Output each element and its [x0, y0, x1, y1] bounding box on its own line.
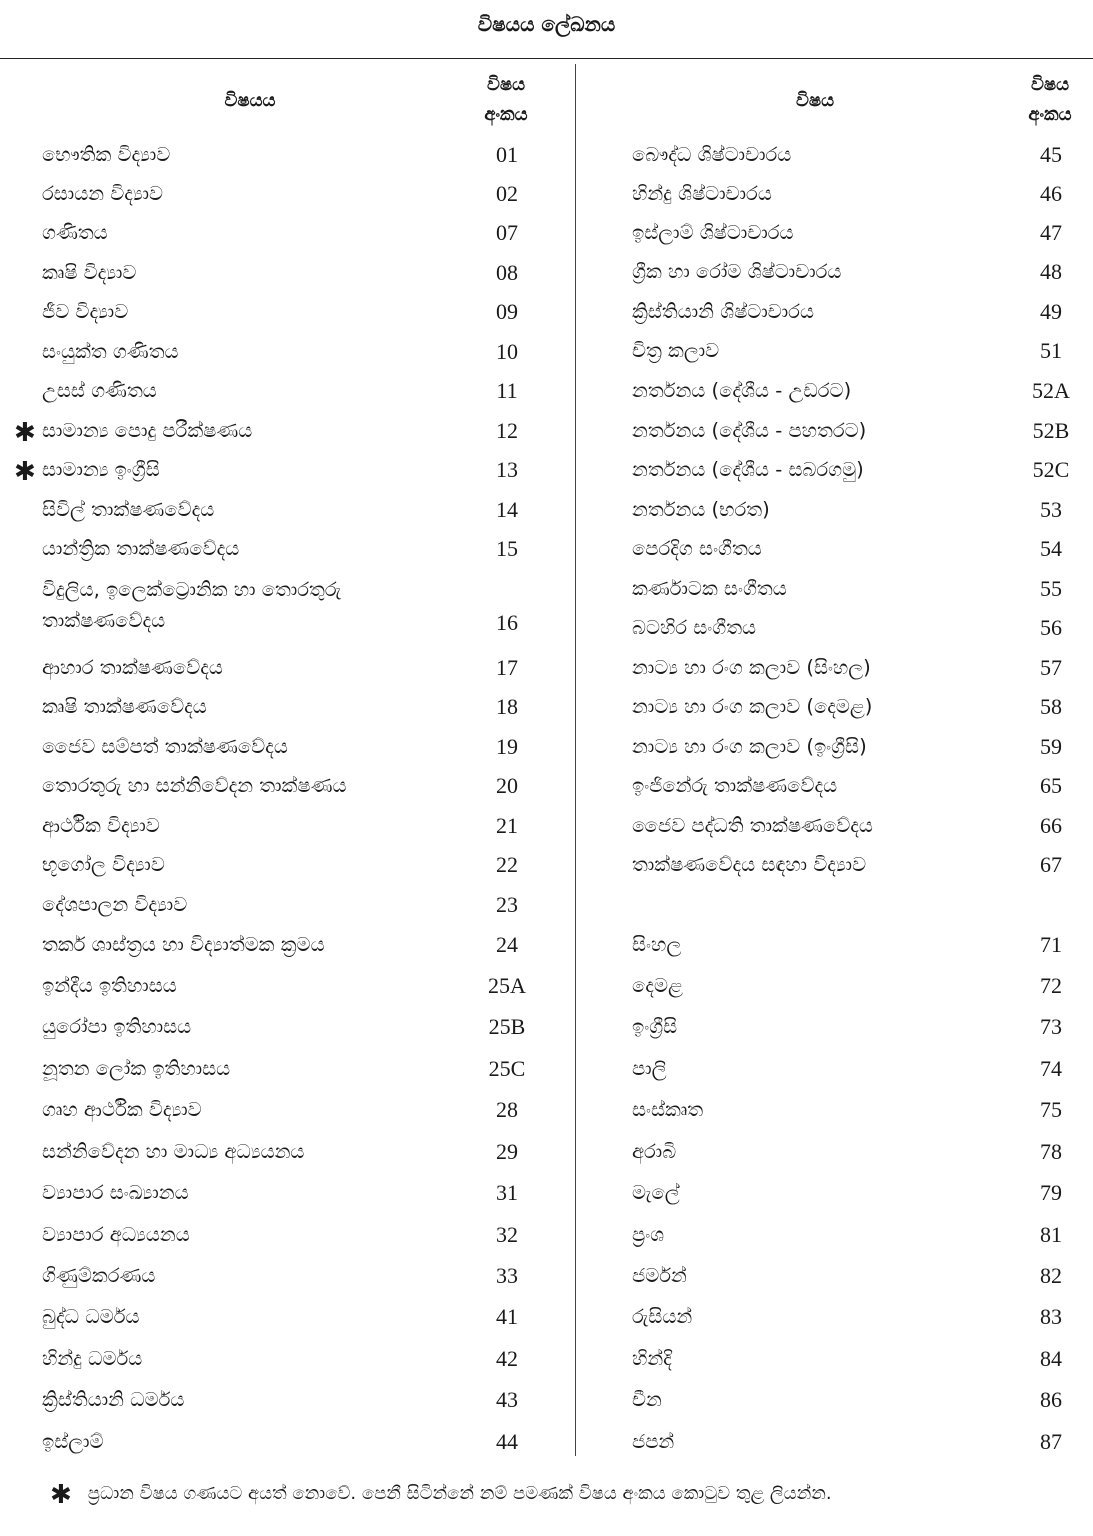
- subject-name: යුරෝපා ඉතිහාසය: [42, 1015, 192, 1038]
- subject-code: 52A: [1032, 378, 1070, 403]
- subject-name: තර්ක ශාස්ත්‍රය හා විද්‍යාත්මක ක්‍රමය: [42, 933, 325, 956]
- subject-name: නර්තනය (දේශීය - පහතරට): [632, 419, 867, 442]
- subject-code: 84: [1040, 1346, 1062, 1371]
- asterisk-icon: ✱: [14, 457, 36, 487]
- subject-name: ක්‍රිස්තියානි ශිෂ්ටාචාරය: [632, 300, 814, 323]
- subject-code: 66: [1040, 813, 1062, 838]
- subject-code: 11: [496, 378, 518, 403]
- subject-name: ක්‍රිස්තියානි ධර්මය: [42, 1388, 185, 1411]
- subject-name: ඉංජිනේරු තාක්ෂණවේදය: [632, 774, 838, 797]
- subject-code: 10: [496, 339, 518, 364]
- subject-code: 02: [496, 181, 518, 206]
- subject-name: හින්දි: [632, 1347, 672, 1370]
- subject-code: 45: [1040, 142, 1062, 167]
- subject-code: 58: [1040, 694, 1062, 719]
- subject-code: 09: [496, 299, 518, 324]
- subject-code: 52C: [1032, 457, 1070, 482]
- subject-name: පාලි: [632, 1057, 667, 1080]
- subject-code: 74: [1040, 1056, 1062, 1081]
- subject-name: ප්‍රංශ: [632, 1223, 665, 1246]
- subject-code: 79: [1040, 1180, 1062, 1205]
- right-code-header-line1: විෂය: [1030, 74, 1070, 95]
- subject-code: 56: [1040, 615, 1062, 640]
- subject-code: 16: [496, 610, 518, 635]
- subject-code: 75: [1040, 1097, 1062, 1122]
- left-subject-header: විෂයය: [224, 90, 276, 111]
- subject-name: සිවිල් තාක්ෂණවේදය: [42, 498, 215, 521]
- left-code-header-line2: අංකය: [484, 104, 528, 125]
- subject-name: තාක්ෂණවේදය සඳහා විද්‍යාව: [632, 853, 867, 876]
- subject-code: 20: [496, 773, 518, 798]
- subject-name: සාමාන්‍ය පොදු පරීක්ෂණය: [42, 419, 253, 442]
- subject-name: ජෛව සම්පත් තාක්ෂණවේදය: [42, 735, 288, 758]
- subject-name: ඉස්ලාම් ශිෂ්ටාචාරය: [632, 221, 794, 244]
- subject-code: 24: [496, 932, 518, 957]
- subject-code: 57: [1040, 655, 1062, 680]
- subject-code: 01: [496, 142, 518, 167]
- subject-code: 65: [1040, 773, 1062, 798]
- subject-code: 52B: [1032, 418, 1070, 443]
- subject-code: 82: [1040, 1263, 1062, 1288]
- subject-name: රසායන විද්‍යාව: [42, 182, 164, 205]
- subject-code: 25A: [488, 973, 526, 998]
- subject-name: හින්දු ධර්මය: [42, 1347, 143, 1370]
- subject-code: 55: [1040, 576, 1062, 601]
- subject-code: 48: [1040, 259, 1062, 284]
- subject-code: 78: [1040, 1139, 1062, 1164]
- top-divider: [0, 58, 1093, 59]
- subject-code: 72: [1040, 973, 1062, 998]
- column-divider: [575, 64, 576, 1456]
- subject-code: 07: [496, 220, 518, 245]
- subject-name: නර්තනය (භරත): [632, 498, 770, 521]
- subject-name: භූගෝල විද්‍යාව: [42, 853, 165, 876]
- subject-code: 17: [496, 655, 518, 680]
- subject-name: රුසියන්: [632, 1305, 693, 1328]
- subject-name: අරාබි: [632, 1140, 677, 1163]
- subject-name: බුද්ධ ධර්මය: [42, 1305, 140, 1328]
- subject-name: නර්තනය (දේශීය - සබරගමු): [632, 458, 864, 481]
- subject-name: භෞතික විද්‍යාව: [42, 143, 171, 166]
- subject-name: හින්දු ශිෂ්ටාචාරය: [632, 182, 772, 205]
- subject-code: 47: [1040, 220, 1062, 245]
- subject-name: ආර්ථික විද්‍යාව: [42, 814, 160, 837]
- subject-name: ජර්මන්: [632, 1264, 687, 1287]
- subject-code: 31: [496, 1180, 518, 1205]
- subject-code: 14: [496, 497, 518, 522]
- subject-name: ජීව විද්‍යාව: [42, 300, 129, 323]
- subject-name: දෙමළ: [632, 974, 683, 997]
- page-title: විෂයය ලේඛනය: [477, 12, 616, 36]
- left-code-header-line1: විෂය: [486, 74, 526, 95]
- subject-name: සන්නිවේදන හා මාධ්‍ය අධ්‍යයනය: [42, 1140, 305, 1163]
- subject-code: 23: [496, 892, 518, 917]
- subject-name: යාන්ත්‍රික තාක්ෂණවේදය: [42, 537, 240, 560]
- subject-name: නාට්‍ය හා රංග කලාව (සිංහල): [632, 656, 871, 679]
- asterisk-icon: ✱: [50, 1480, 72, 1510]
- subject-name: මැලේ: [632, 1181, 680, 1204]
- subject-name: කෘෂි විද්‍යාව: [42, 261, 137, 284]
- footnote-text: ප්‍රධාන විෂය ගණයට අයත් නොවේ. පෙනී සිටින්නේ නම් පමණක් විෂය අංකය කොටුව තුළ ලියන්න.: [87, 1483, 832, 1504]
- subject-name: දේශපාලන විද්‍යාව: [42, 893, 188, 916]
- subject-name: ජෛව පද්ධති තාක්ෂණවේදය: [632, 814, 873, 837]
- subject-code: 21: [496, 813, 518, 838]
- subject-name: ව්‍යාපාර අධ්‍යයනය: [42, 1223, 190, 1246]
- right-code-header-line2: අංකය: [1028, 104, 1072, 125]
- subject-name: සිංහල: [632, 933, 682, 956]
- subject-code: 46: [1040, 181, 1062, 206]
- subject-code: 13: [496, 457, 518, 482]
- subject-code: 33: [496, 1263, 518, 1288]
- subject-code: 15: [496, 536, 518, 561]
- subject-name: චීන: [632, 1388, 662, 1411]
- subject-code: 59: [1040, 734, 1062, 759]
- subject-name: නාට්‍ය හා රංග කලාව (දෙමළ): [632, 695, 873, 718]
- subject-code: 71: [1040, 932, 1062, 957]
- subject-name: පෙරදිග සංගීතය: [632, 537, 762, 560]
- subject-code: 25B: [488, 1014, 526, 1039]
- subject-code: 25C: [488, 1056, 526, 1081]
- subject-name: සංස්කෘත: [632, 1098, 704, 1121]
- subject-code: 44: [496, 1429, 518, 1454]
- subject-name: ගෘහ ආර්ථික විද්‍යාව: [42, 1098, 202, 1121]
- subject-code: 81: [1040, 1222, 1062, 1247]
- subject-name: ආහාර තාක්ෂණවේදය: [42, 656, 223, 679]
- subject-name: නූතන ලෝක ඉතිහාසය: [42, 1057, 231, 1080]
- subject-code: 43: [496, 1387, 518, 1412]
- subject-code: 41: [496, 1304, 518, 1329]
- subject-name: චිත්‍ර කලාව: [632, 339, 720, 362]
- subject-name: ඉන්දීය ඉතිහාසය: [42, 974, 177, 997]
- subject-code: 53: [1040, 497, 1062, 522]
- subject-code: 22: [496, 852, 518, 877]
- subject-code: 67: [1040, 852, 1062, 877]
- subject-name: සංයුක්ත ගණිතය: [42, 340, 179, 363]
- subject-code: 87: [1040, 1429, 1062, 1454]
- subject-name: ව්‍යාපාර සංඛ්‍යානය: [42, 1181, 189, 1204]
- subject-code: 42: [496, 1346, 518, 1371]
- subject-code: 51: [1040, 338, 1062, 363]
- subject-name: ඉස්ලාම්: [42, 1430, 104, 1453]
- subject-code: 73: [1040, 1014, 1062, 1039]
- footnote: [50, 1480, 1090, 1510]
- asterisk-icon: ✱: [14, 418, 36, 448]
- left-code-header: [446, 70, 566, 130]
- subject-code: 83: [1040, 1304, 1062, 1329]
- subject-name: බෞද්ධ ශිෂ්ටාචාරය: [632, 143, 792, 166]
- subject-code: 29: [496, 1139, 518, 1164]
- right-subject-header: විෂය: [795, 90, 835, 111]
- subject-code: 12: [496, 418, 518, 443]
- subject-name: ගිණුම්කරණය: [42, 1264, 156, 1287]
- subject-name: විදුලිය, ඉලෙක්ට්‍රොනික හා තොරතුරු තාක්ෂණවේදය: [42, 578, 342, 632]
- subject-name: උසස් ගණිතය: [42, 379, 157, 402]
- subject-name: ජපන්: [632, 1430, 675, 1453]
- subject-name: කර්ණාටක සංගීතය: [632, 577, 787, 600]
- subject-name: ගණිතය: [42, 221, 108, 244]
- subject-name: බටහිර සංගීතය: [632, 616, 757, 639]
- subject-code: 19: [496, 734, 518, 759]
- subject-name: ග්‍රීක හා රෝම ශිෂ්ටාචාරය: [632, 260, 842, 283]
- subject-name: කෘෂි තාක්ෂණවේදය: [42, 695, 207, 718]
- subject-name: නාට්‍ය හා රංග කලාව (ඉංග්‍රීසි): [632, 735, 867, 758]
- subject-code: 28: [496, 1097, 518, 1122]
- subject-code: 54: [1040, 536, 1062, 561]
- right-code-header: [990, 70, 1093, 130]
- subject-code: 32: [496, 1222, 518, 1247]
- subject-code: 18: [496, 694, 518, 719]
- subject-name: නර්තනය (දේශීය - උඩරට): [632, 379, 852, 402]
- subject-name: සාමාන්‍ය ඉංග්‍රීසි: [42, 458, 160, 481]
- subject-name: තොරතුරු හා සන්නිවේදන තාක්ෂණය: [42, 774, 347, 797]
- subject-code: 49: [1040, 299, 1062, 324]
- subject-code: 08: [496, 260, 518, 285]
- subject-name: ඉංග්‍රීසි: [632, 1015, 678, 1038]
- subject-code: 86: [1040, 1387, 1062, 1412]
